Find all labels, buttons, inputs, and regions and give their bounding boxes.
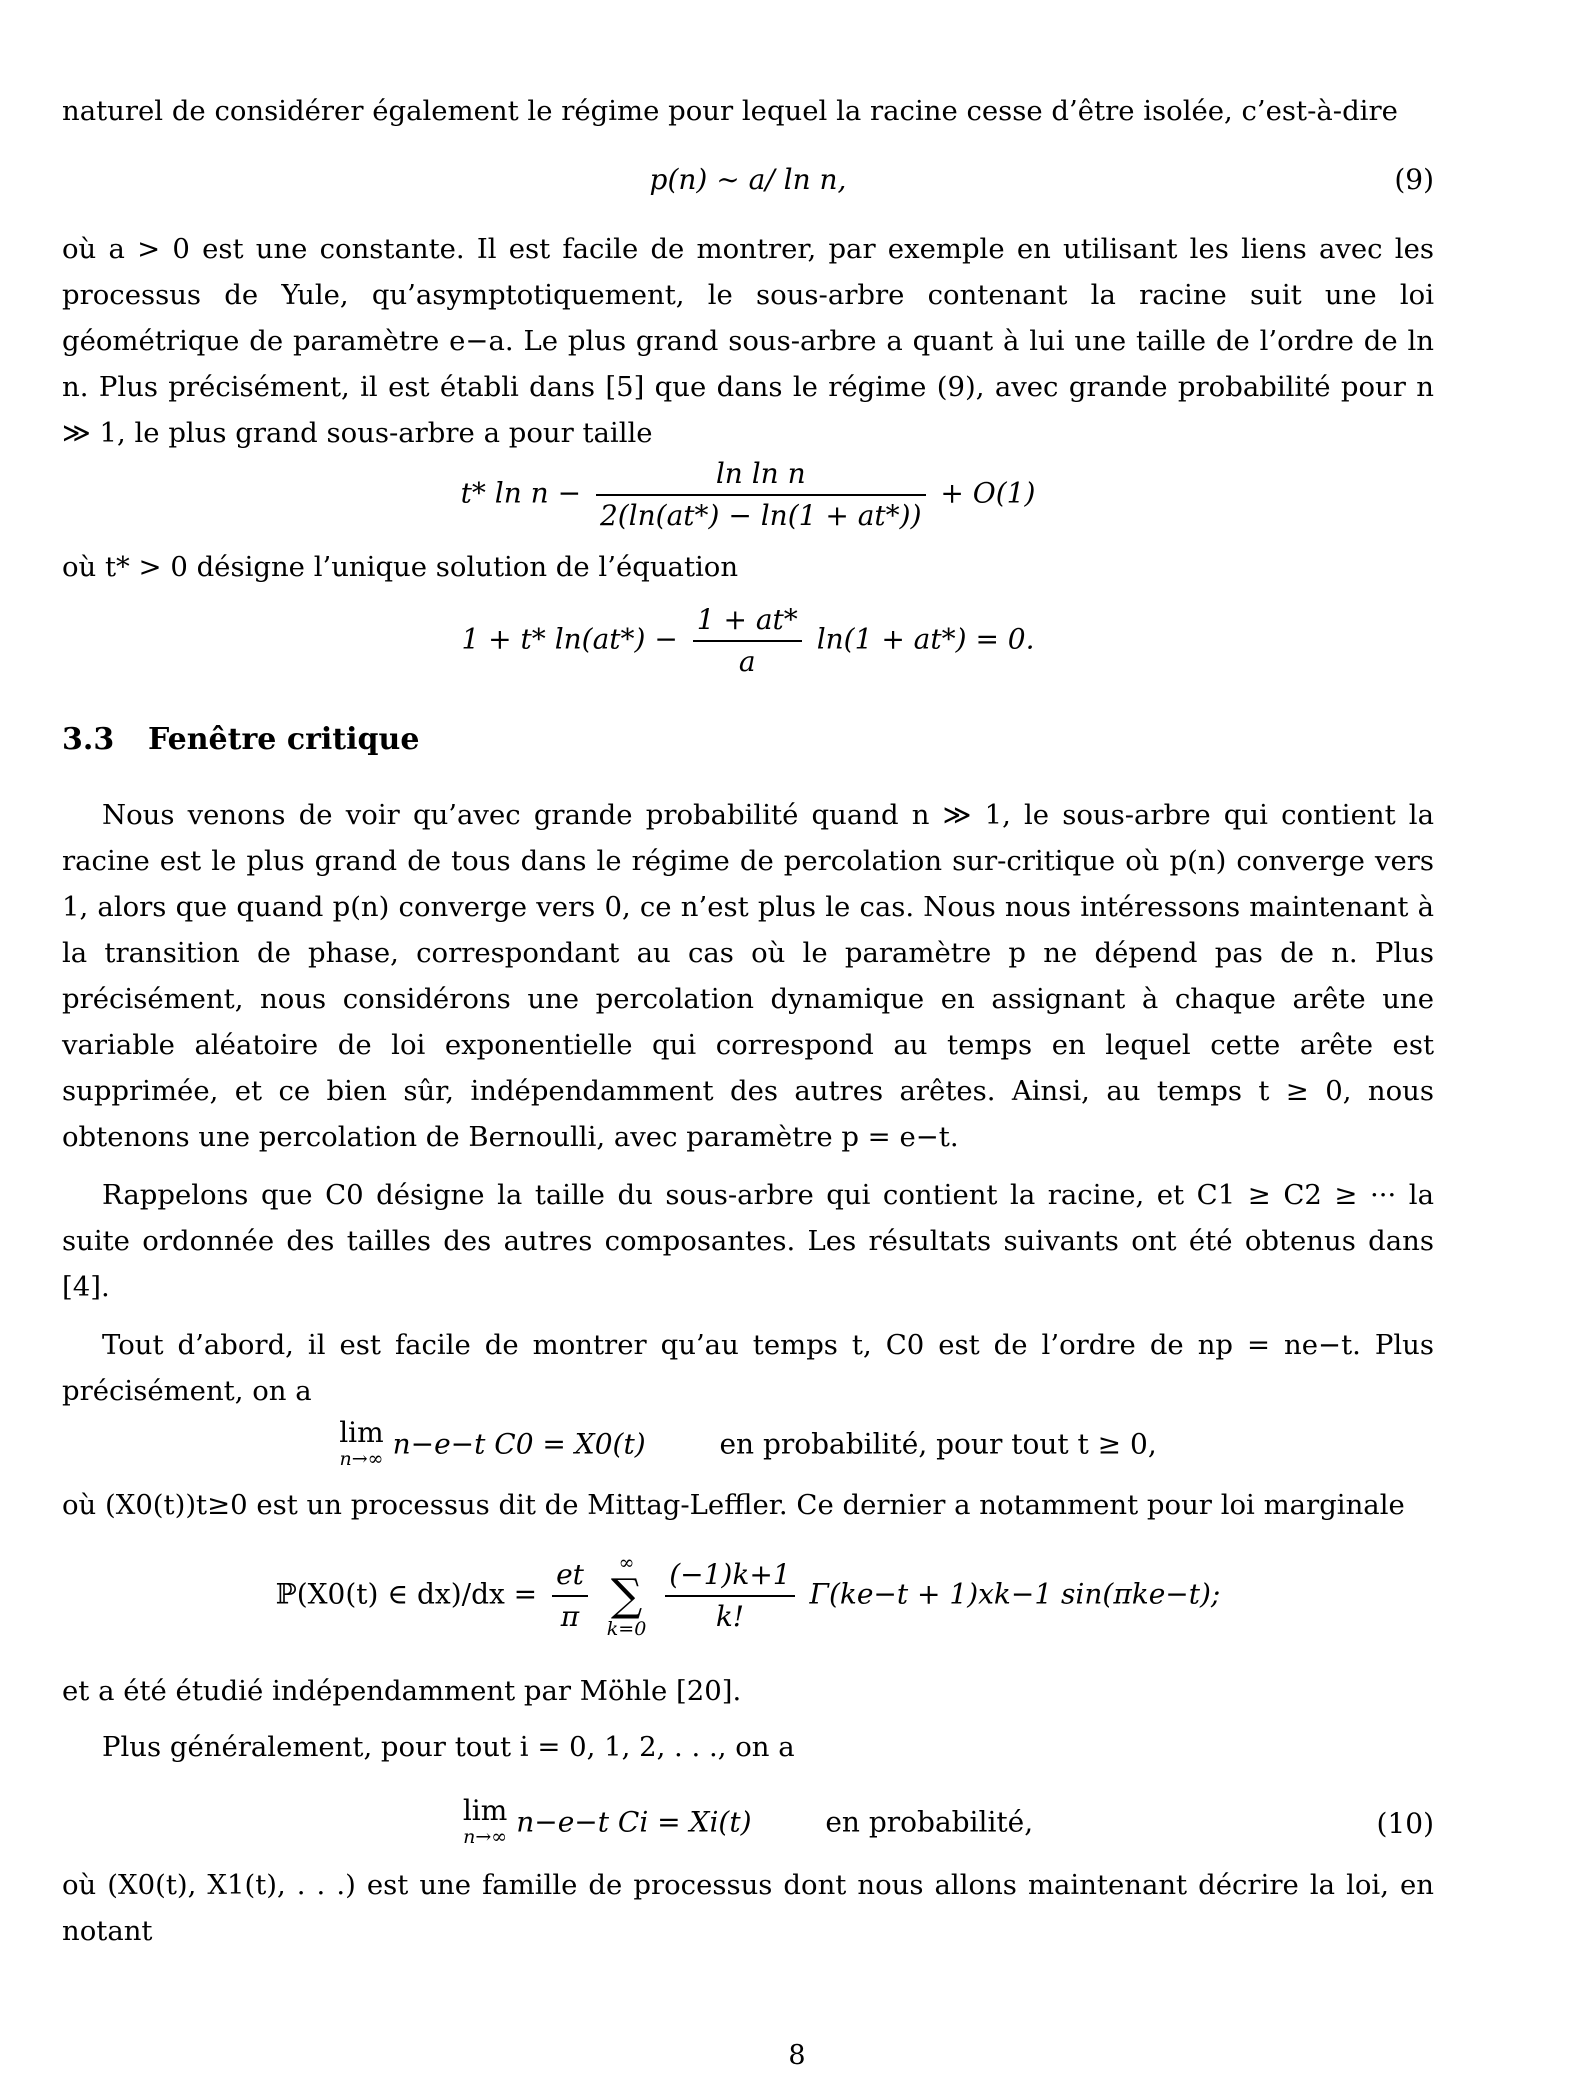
page-number: 8 [788, 2040, 806, 2071]
equation-9-body: p(n) ∼ a/ ln n, [649, 163, 847, 196]
paragraph-mohle: et a été étudié indépendamment par Möhle [20]. [62, 1675, 742, 1707]
section-title: Fenêtre critique [148, 722, 420, 757]
equation-loi-fraction-e [552, 1555, 588, 1637]
section-heading [62, 720, 1434, 760]
equation-limit-c0-body: n−e−t C0 = X0(t) [392, 1427, 646, 1461]
equation-loi-lead: ℙ(X0(t) ∈ dx)/dx = [275, 1577, 538, 1611]
equation-10-sub: n→∞ [463, 1826, 508, 1848]
equation-loi-sum-bottom: k=0 [606, 1618, 647, 1640]
equation-limit-c0-operator [339, 1416, 384, 1472]
equation-10 [62, 1794, 1434, 1850]
equation-10-body: n−e−t Ci = Xi(t) [516, 1805, 752, 1839]
equation-taille-fraction [596, 454, 926, 536]
equation-10-lim: lim [462, 1794, 508, 1827]
equation-loi-fraction-k-num: (−1)k+1 [669, 1558, 791, 1591]
equation-limit-c0-lim: lim [339, 1416, 384, 1449]
equation-tstar [62, 600, 1434, 682]
sum-sign-icon: ∑ [610, 1570, 643, 1621]
paragraph-rappelons: Rappelons que C0 désigne la taille du sous-arbre qui contient la racine, et C1 ≥ C2 ≥ ··· la suite ordonnée des tailles des autres composantes. Les résultats suivants ont été obtenus dans [4]. [62, 1179, 1434, 1303]
equation-taille-denominator: 2(ln(at*) − ln(1 + at*)) [596, 494, 926, 536]
equation-taille [62, 454, 1434, 536]
equation-tstar-lead: 1 + t* ln(at*) − [461, 622, 678, 656]
equation-loi-sum [607, 1552, 647, 1640]
paragraph-after-eq9: où a > 0 est une constante. Il est facile de montrer, par exemple en utilisant les liens avec les processus de Yule, qu’asymptotiquement, le sous-arbre contenant la racine suit une loi géométrique de paramètre e−a. Le plus grand sous-arbre a quant à lui une taille de l’ordre de ln n. Plus précisément, il est établi dans [5] que dans le régime (9), avec grande probabilité pour n ≫ 1, le plus grand sous-arbre a pour taille [62, 233, 1434, 449]
paper-page [62, 88, 1434, 1954]
paragraph-tout-dabord: Tout d’abord, il est facile de montrer qu’au temps t, C0 est de l’ordre de np = ne−t. Plus précisément, on a [62, 1329, 1434, 1407]
equation-tstar-numerator: 1 + at* [696, 603, 798, 636]
equation-loi-sum-top: ∞ [618, 1552, 635, 1574]
paragraph-critique: Nous venons de voir qu’avec grande probabilité quand n ≫ 1, le sous-arbre qui contient la racine est le plus grand de tous dans le régime de percolation sur-critique où p(n) converge vers 1, alors que quand p(n) converge vers 0, ce n’est plus le cas. Nous nous intéressons maintenant à la transition de phase, correspondant au cas où le paramètre p ne dépend pas de n. Plus précisément, nous considérons une percolation dynamique en assignant à chaque arête une variable aléatoire de loi exponentielle qui correspond au temps en lequel cette arête est supprimée, et ce bien sûr, indépendamment des autres arêtes. Ainsi, au temps t ≥ 0, nous obtenons une percolation de Bernoulli, avec paramètre p = e−t. [62, 799, 1434, 1153]
paragraph-tstar: où t* > 0 désigne l’unique solution de l’équation [62, 551, 739, 583]
equation-tstar-fraction [693, 600, 802, 682]
equation-loi-fraction-e-num: et [556, 1558, 584, 1591]
equation-loi-tail: Γ(ke−t + 1)xk−1 sin(πke−t); [809, 1577, 1221, 1611]
equation-10-operator [462, 1794, 508, 1850]
equation-9 [62, 160, 1434, 200]
equation-taille-lead: t* ln n − [460, 476, 582, 510]
paragraph-plus-generalement: Plus généralement, pour tout i = 0, 1, 2, . . ., on a [102, 1731, 795, 1763]
equation-loi-fraction-e-den: π [552, 1595, 588, 1637]
equation-10-text: en probabilité, [825, 1805, 1034, 1839]
equation-tstar-denominator: a [693, 640, 802, 682]
equation-9-number: (9) [1394, 163, 1434, 196]
equation-loi-fraction-k-den: k! [665, 1595, 794, 1637]
equation-loi-fraction-k [665, 1555, 794, 1637]
equation-tstar-tail: ln(1 + at*) = 0. [816, 622, 1035, 656]
equation-10-number: (10) [1376, 1807, 1434, 1840]
equation-limit-c0 [62, 1416, 1434, 1472]
equation-limit-c0-sub: n→∞ [339, 1448, 384, 1470]
equation-taille-numerator: ln ln n [715, 457, 806, 490]
paragraph-famille: où (X0(t), X1(t), . . .) est une famille de processus dont nous allons maintenant décrire la loi, en notant [62, 1869, 1434, 1947]
equation-loi-marginale [62, 1552, 1434, 1640]
paragraph-intro: naturel de considérer également le régime pour lequel la racine cesse d’être isolée, c’est-à-dire [62, 95, 1398, 127]
equation-limit-c0-text: en probabilité, pour tout t ≥ 0, [719, 1427, 1157, 1461]
equation-taille-tail: + O(1) [940, 476, 1036, 510]
section-number: 3.3 [62, 722, 115, 757]
paragraph-mittag-leffler: où (X0(t))t≥0 est un processus dit de Mittag-Leffler. Ce dernier a notamment pour loi marginale [62, 1489, 1405, 1521]
